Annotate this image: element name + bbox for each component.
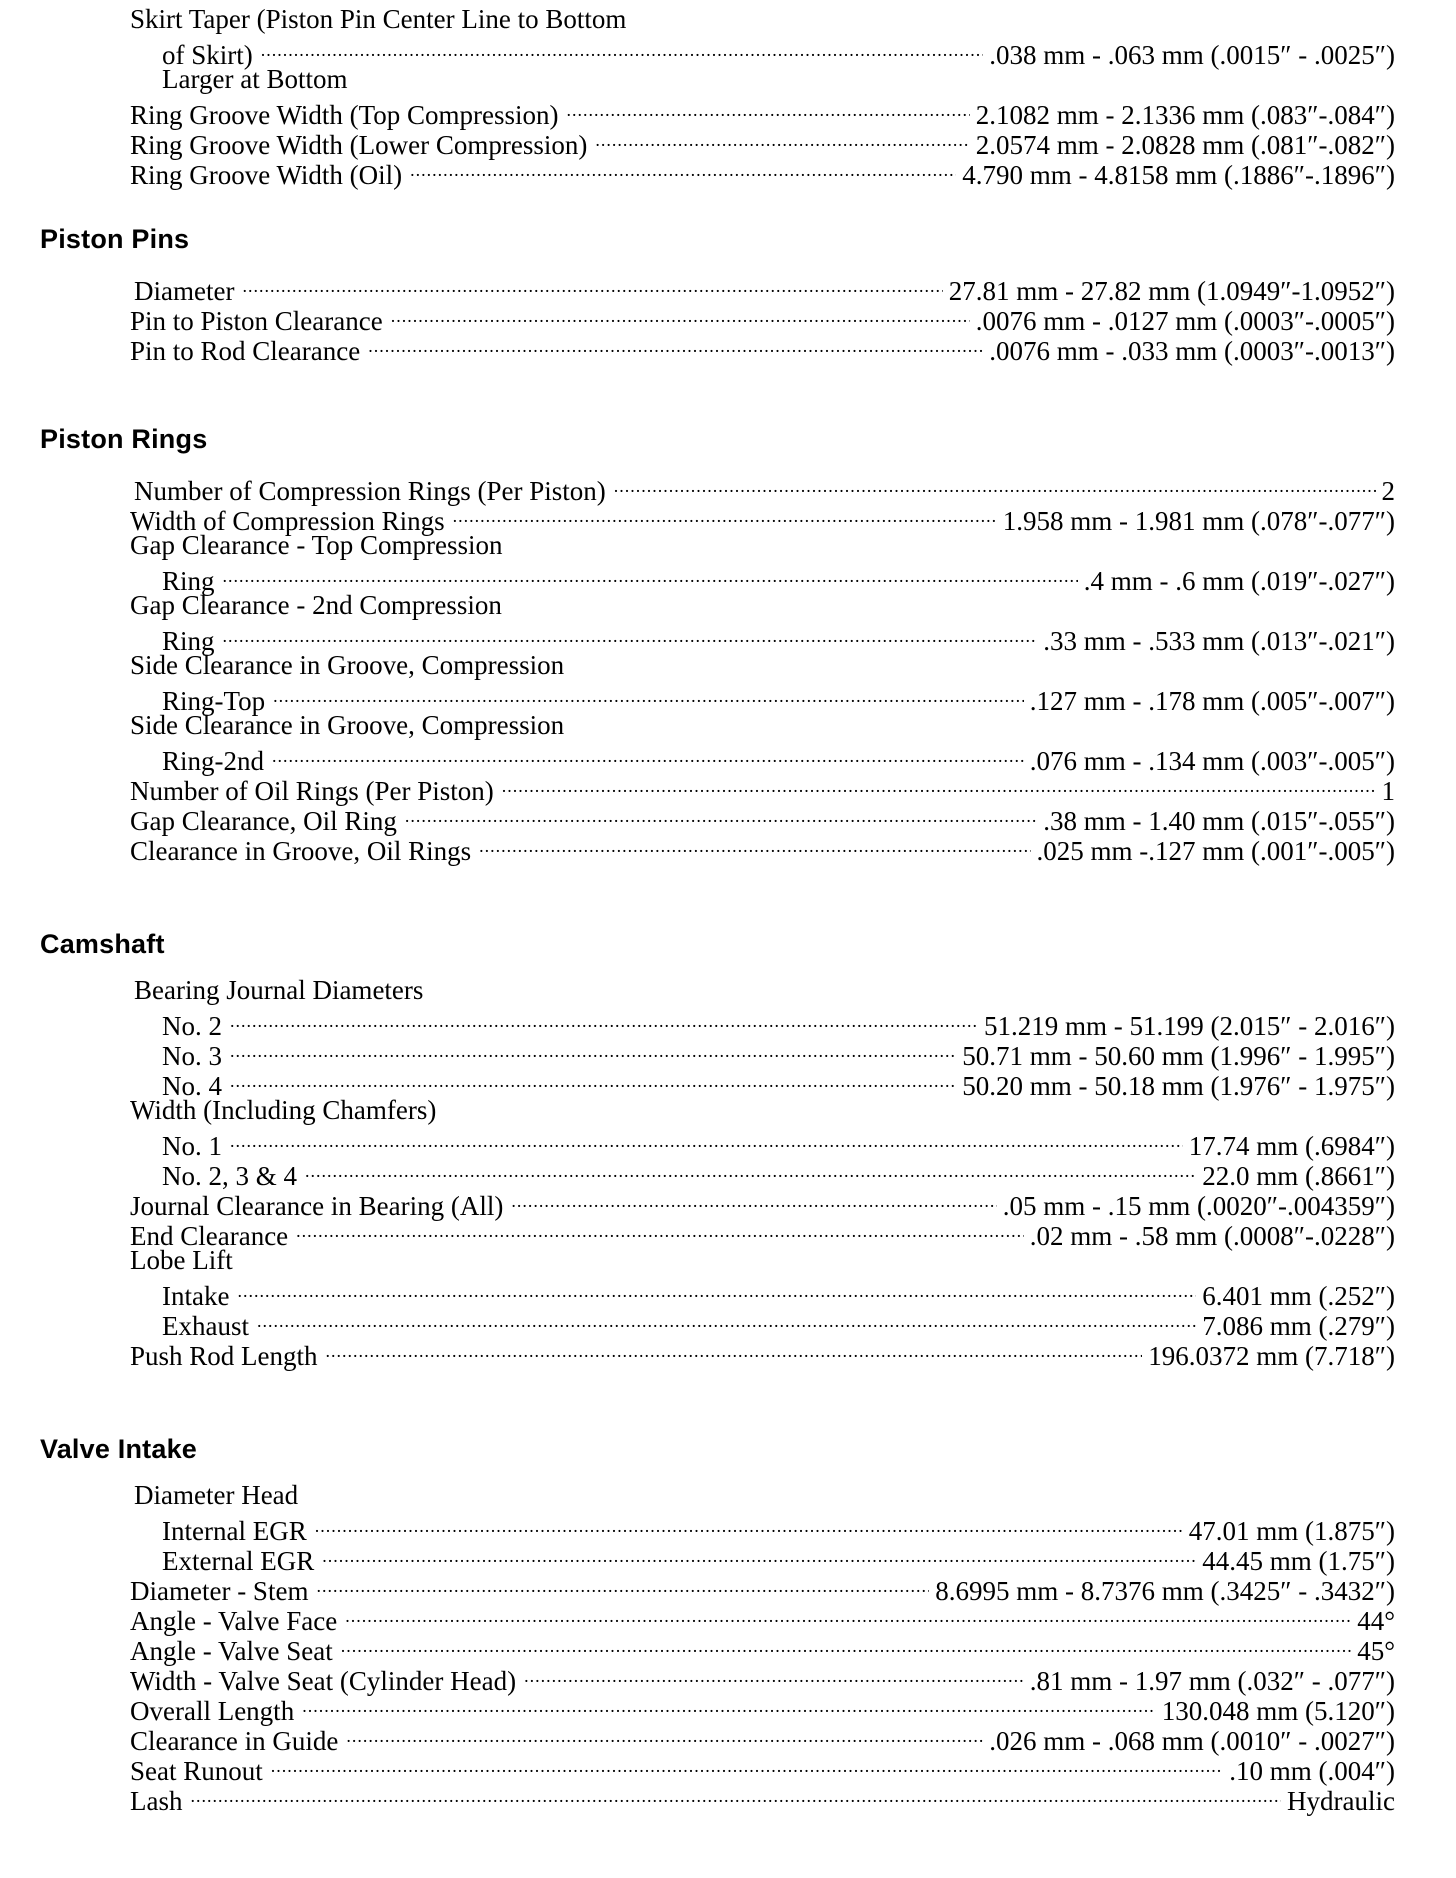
spec-label: Angle - Valve Face <box>130 1606 338 1636</box>
leader-dots <box>368 330 983 360</box>
leader-dots <box>271 1750 1224 1780</box>
spec-label: Angle - Valve Seat <box>130 1636 333 1666</box>
spec-row <box>0 94 1395 130</box>
spec-section <box>0 4 1395 190</box>
spec-label: Lash <box>130 1786 183 1816</box>
spec-value: .076 mm - .134 mm (.003″-.005″) <box>1029 746 1395 776</box>
spec-label: Side Clearance in Groove, Compression <box>130 710 565 740</box>
leader-dots <box>341 1630 1351 1660</box>
spec-value: 45° <box>1357 1636 1395 1666</box>
leader-dots <box>230 1065 956 1095</box>
spec-value: 6.401 mm (.252″) <box>1202 1281 1395 1311</box>
spec-value: 44° <box>1357 1606 1395 1636</box>
section-heading: Piston Rings <box>40 424 208 454</box>
spec-section <box>0 1434 1395 1816</box>
spec-label: Gap Clearance - 2nd Compression <box>130 590 502 620</box>
spec-label: Ring Groove Width (Oil) <box>130 160 403 190</box>
spec-label: Clearance in Guide <box>130 1726 339 1756</box>
spec-value: 1.958 mm - 1.981 mm (.078″-.077″) <box>1002 506 1395 536</box>
spec-value: 1 <box>1381 776 1395 806</box>
leader-dots <box>595 124 969 154</box>
leader-dots <box>316 1570 929 1600</box>
spec-label: No. 2 <box>162 1011 222 1041</box>
spec-label: No. 3 <box>162 1041 222 1071</box>
leader-dots <box>391 300 970 330</box>
leader-dots <box>242 270 942 300</box>
spec-value: 50.71 mm - 50.60 mm (1.996″ - 1.995″) <box>962 1041 1395 1071</box>
leader-dots <box>410 154 956 184</box>
spec-value: 47.01 mm (1.875″) <box>1188 1516 1395 1546</box>
spec-row <box>0 680 1395 716</box>
spec-label: Diameter - Stem <box>130 1576 309 1606</box>
spec-label: Number of Oil Rings (Per Piston) <box>130 776 494 806</box>
leader-dots <box>524 1660 1024 1690</box>
spec-value: 27.81 mm - 27.82 mm (1.0949″-1.0952″) <box>948 276 1395 306</box>
spec-row <box>0 1005 1395 1041</box>
spec-label: End Clearance <box>130 1221 289 1251</box>
spec-label: Width (Including Chamfers) <box>130 1095 437 1125</box>
leader-dots <box>261 34 984 64</box>
spec-label: Skirt Taper (Piston Pin Center Line to Bottom <box>130 4 627 34</box>
spec-value: .038 mm - .063 mm (.0015″ - .0025″) <box>989 40 1395 70</box>
leader-dots <box>257 1305 1196 1335</box>
leader-dots <box>502 770 1376 800</box>
spec-label: Pin to Rod Clearance <box>130 336 361 366</box>
leader-dots <box>614 470 1376 500</box>
spec-row <box>0 1275 1395 1311</box>
spec-row <box>0 1125 1395 1161</box>
spec-label: Width of Compression Rings <box>130 506 445 536</box>
spec-value: 7.086 mm (.279″) <box>1202 1311 1395 1341</box>
spec-row <box>0 270 1395 306</box>
spec-row <box>0 740 1395 776</box>
leader-dots <box>305 1155 1196 1185</box>
spec-value: 22.0 mm (.8661″) <box>1202 1161 1395 1191</box>
spec-value: .05 mm - .15 mm (.0020″-.004359″) <box>1002 1191 1395 1221</box>
spec-value: 50.20 mm - 50.18 mm (1.976″ - 1.975″) <box>962 1071 1395 1101</box>
spec-value: Hydraulic <box>1287 1786 1395 1816</box>
leader-dots <box>511 1185 996 1215</box>
spec-row <box>0 1780 1395 1816</box>
leader-dots <box>296 1215 1024 1245</box>
spec-section <box>0 424 1395 866</box>
spec-label: Larger at Bottom <box>162 64 348 94</box>
leader-dots <box>230 1125 1183 1155</box>
spec-label: Lobe Lift <box>130 1245 233 1275</box>
leader-dots <box>405 800 1037 830</box>
spec-value: .38 mm - 1.40 mm (.015″-.055″) <box>1043 806 1395 836</box>
section-heading: Camshaft <box>40 929 165 959</box>
spec-section <box>0 224 1395 366</box>
spec-label: Clearance in Groove, Oil Rings <box>130 836 472 866</box>
spec-row <box>0 1510 1395 1546</box>
spec-value: .0076 mm - .0127 mm (.0003″-.0005″) <box>975 306 1395 336</box>
spec-label: Side Clearance in Groove, Compression <box>130 650 565 680</box>
spec-value: .025 mm -.127 mm (.001″-.005″) <box>1036 836 1395 866</box>
leader-dots <box>345 1600 1351 1630</box>
spec-value: 4.790 mm - 4.8158 mm (.1886″-.1896″) <box>962 160 1395 190</box>
spec-value: 44.45 mm (1.75″) <box>1202 1546 1395 1576</box>
spec-label: No. 2, 3 & 4 <box>162 1161 297 1191</box>
spec-label: Ring <box>162 626 215 656</box>
spec-label: Width - Valve Seat (Cylinder Head) <box>130 1666 517 1696</box>
spec-row <box>0 470 1395 506</box>
spec-value: 8.6995 mm - 8.7376 mm (.3425″ - .3432″) <box>935 1576 1395 1606</box>
spec-label: Ring Groove Width (Lower Compression) <box>130 130 588 160</box>
spec-label: Seat Runout <box>130 1756 263 1786</box>
spec-label: Gap Clearance - Top Compression <box>130 530 503 560</box>
spec-label: Gap Clearance, Oil Ring <box>130 806 397 836</box>
leader-dots <box>302 1690 1156 1720</box>
spec-row <box>0 4 1395 34</box>
spec-label: Ring Groove Width (Top Compression) <box>130 100 559 130</box>
spec-value: 2.0574 mm - 2.0828 mm (.081″-.082″) <box>975 130 1395 160</box>
spec-value: .81 mm - 1.97 mm (.032″ - .077″) <box>1029 1666 1395 1696</box>
spec-label: Diameter <box>134 276 235 306</box>
spec-label: of Skirt) <box>162 40 253 70</box>
spec-label: Exhaust <box>162 1311 249 1341</box>
leader-dots <box>322 1540 1196 1570</box>
leader-dots <box>567 94 970 124</box>
spec-value: .10 mm (.004″) <box>1229 1756 1395 1786</box>
spec-value: 2.1082 mm - 2.1336 mm (.083″-.084″) <box>975 100 1395 130</box>
spec-value: 2 <box>1381 476 1395 506</box>
leader-dots <box>237 1275 1196 1305</box>
spec-label: Ring <box>162 566 215 596</box>
leader-dots <box>223 560 1078 590</box>
spec-row <box>0 34 1395 70</box>
spec-label: Pin to Piston Clearance <box>130 306 383 336</box>
leader-dots <box>223 620 1038 650</box>
leader-dots <box>190 1780 1281 1810</box>
spec-row <box>0 1480 1395 1510</box>
spec-row <box>0 620 1395 656</box>
spec-label: Overall Length <box>130 1696 295 1726</box>
leader-dots <box>479 830 1030 860</box>
spec-label: Intake <box>162 1281 230 1311</box>
leader-dots <box>272 740 1024 770</box>
leader-dots <box>453 500 997 530</box>
spec-label: Push Rod Length <box>130 1341 318 1371</box>
spec-label: Diameter Head <box>134 1480 299 1510</box>
spec-label: Ring-2nd <box>162 746 265 776</box>
spec-value: 51.219 mm - 51.199 (2.015″ - 2.016″) <box>984 1011 1395 1041</box>
spec-value: 17.74 mm (.6984″) <box>1188 1131 1395 1161</box>
spec-value: 196.0372 mm (7.718″) <box>1148 1341 1395 1371</box>
leader-dots <box>230 1035 956 1065</box>
spec-value: 130.048 mm (5.120″) <box>1161 1696 1395 1726</box>
spec-label: No. 1 <box>162 1131 222 1161</box>
section-heading: Valve Intake <box>40 1434 198 1464</box>
spec-value: .02 mm - .58 mm (.0008″-.0228″) <box>1029 1221 1395 1251</box>
spec-label: Number of Compression Rings (Per Piston) <box>134 476 606 506</box>
spec-label: No. 4 <box>162 1071 222 1101</box>
leader-dots <box>273 680 1024 710</box>
spec-label: Ring-Top <box>162 686 266 716</box>
spec-label: Bearing Journal Diameters <box>134 975 424 1005</box>
leader-dots <box>346 1720 983 1750</box>
leader-dots <box>326 1335 1143 1365</box>
spec-row <box>0 975 1395 1005</box>
spec-value: .026 mm - .068 mm (.0010″ - .0027″) <box>989 1726 1395 1756</box>
spec-label: External EGR <box>162 1546 315 1576</box>
spec-value: .4 mm - .6 mm (.019″-.027″) <box>1083 566 1395 596</box>
spec-section <box>0 929 1395 1371</box>
spec-label: Journal Clearance in Bearing (All) <box>130 1191 504 1221</box>
leader-dots <box>315 1510 1183 1540</box>
spec-value: .0076 mm - .033 mm (.0003″-.0013″) <box>989 336 1395 366</box>
spec-value: .33 mm - .533 mm (.013″-.021″) <box>1043 626 1395 656</box>
spec-value: .127 mm - .178 mm (.005″-.007″) <box>1029 686 1395 716</box>
spec-row <box>0 560 1395 596</box>
spec-label: Internal EGR <box>162 1516 307 1546</box>
section-heading: Piston Pins <box>40 224 190 254</box>
leader-dots <box>230 1005 978 1035</box>
